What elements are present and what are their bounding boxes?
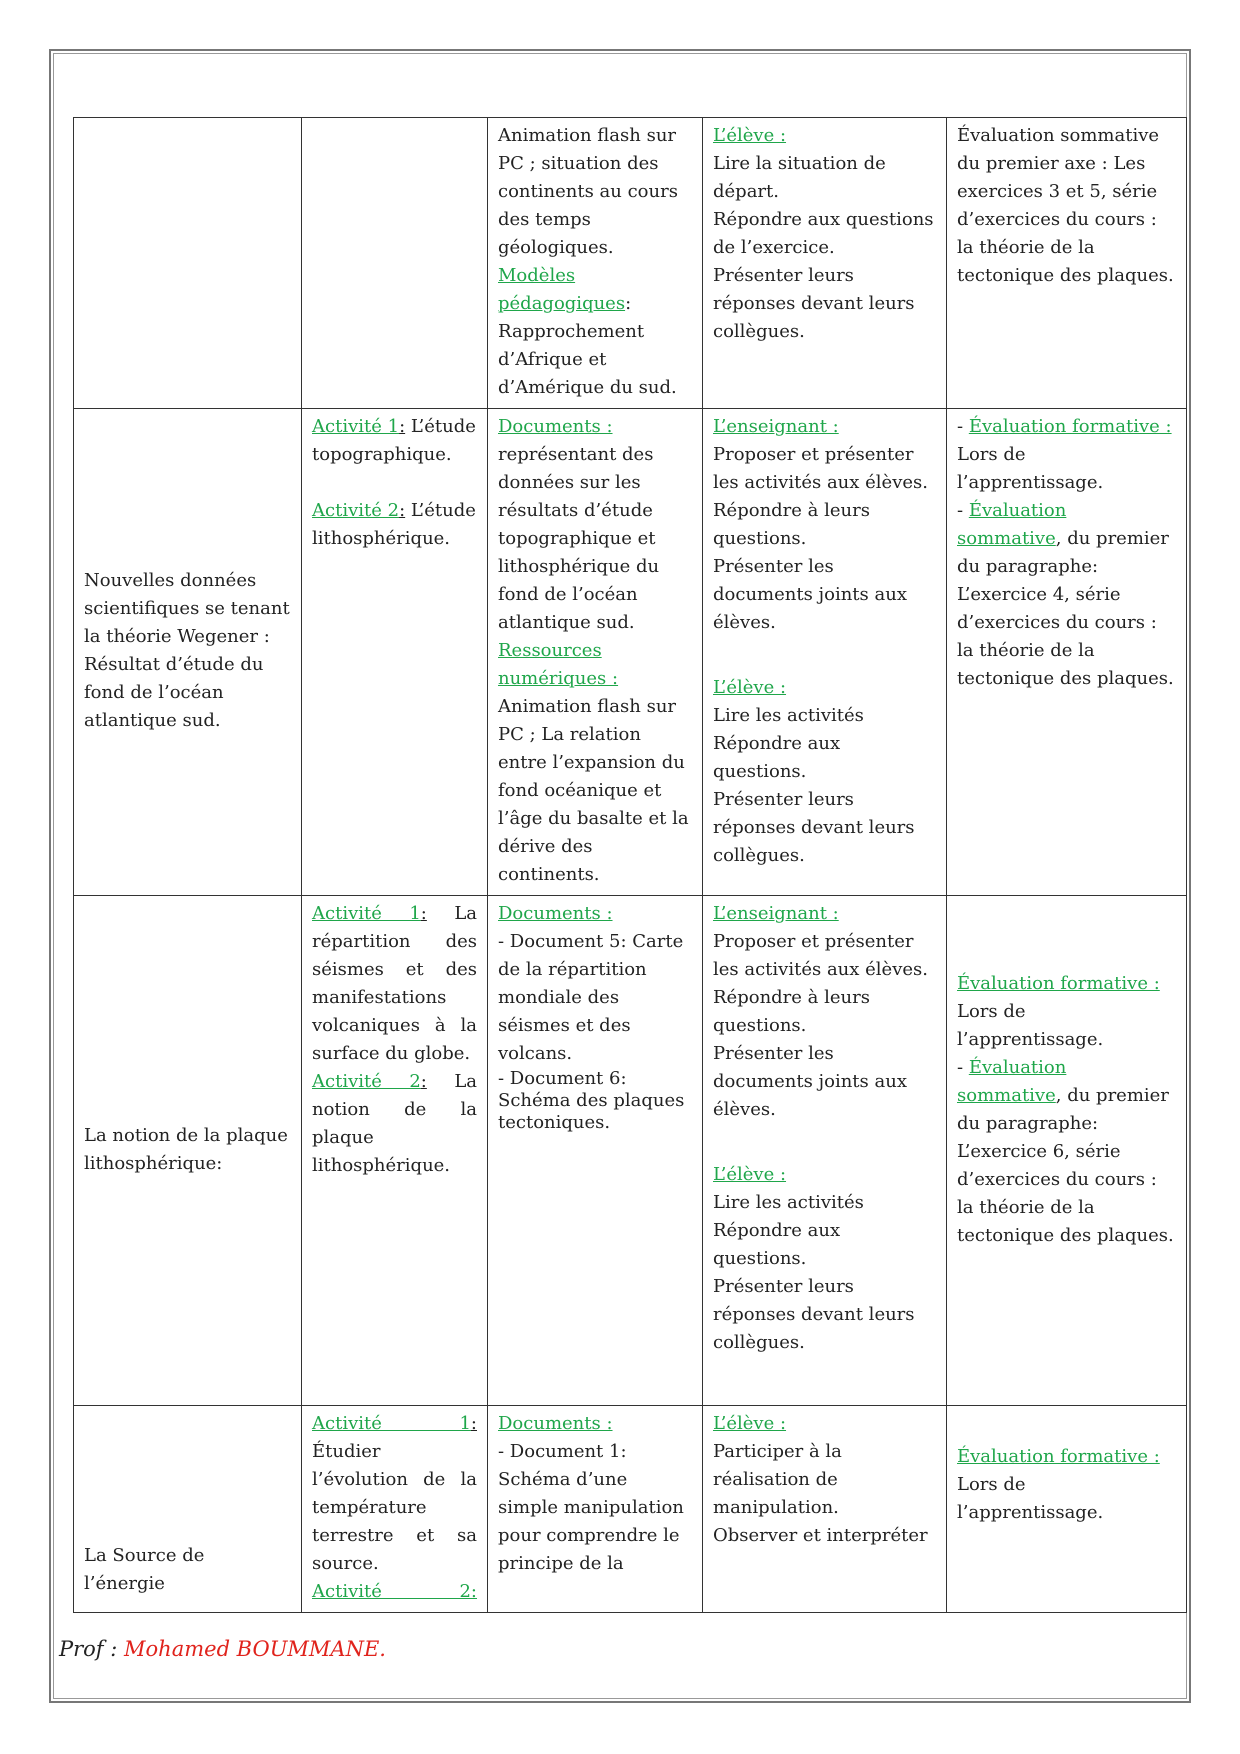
activity-2-label: Activité 2	[312, 1071, 421, 1092]
eleve-line: Lire les activités	[713, 705, 864, 726]
eval-sommative-label: Évaluation sommative	[957, 1057, 1067, 1106]
digital-resources-text: Animation flash sur PC ; La relation entre l’expansion du fond océanique et l’âge du basalte et la dérive des continents.	[498, 696, 689, 885]
activity-2-label: Activité 2	[312, 500, 400, 521]
topic-cell	[74, 118, 302, 409]
eval-sommative-label: Évaluation sommative	[957, 500, 1067, 549]
evaluation-text: Évaluation sommative du premier axe : Les exercices 3 et 5, série d’exercices du cours : la théorie de la tectonique des plaques.	[957, 125, 1174, 286]
activities-cell: Activité 1: L’étude topographique. Activité 2: L’étude lithosphérique.	[302, 409, 488, 896]
activity-1-text: L’étude topographique.	[312, 416, 476, 465]
eleve-line: Répondre aux questions.	[713, 733, 841, 782]
eleve-line: Lire les activités	[713, 1192, 864, 1213]
eleve-line: Participer à la réalisation de manipulation.	[713, 1441, 842, 1518]
document-5: - Document 5: Carte de la répartition mondiale des séismes et des volcans.	[498, 931, 684, 1064]
resources-cell: Animation flash sur PC ; situation des continents au cours des temps géologiques. Modèles pédagogiques: Rapprochement d’Afrique et d’Amérique du sud.	[488, 118, 703, 409]
eleve-line: Présenter leurs réponses devant leurs collègues.	[713, 1276, 915, 1353]
author-signature	[59, 1637, 386, 1661]
eval-formative-label: Évaluation formative :	[957, 973, 1160, 994]
lesson-plan-table	[73, 117, 1187, 1613]
documents-label: Documents :	[498, 416, 613, 437]
eval-sommative-text: , du premier du paragraphe: L’exercice 4, série d’exercices du cours : la théorie de la tectonique des plaques.	[957, 528, 1174, 689]
eleve-label: L’élève :	[713, 677, 787, 698]
eleve-line: Présenter leurs réponses devant leurs collègues.	[713, 265, 915, 342]
teacher-line: Proposer et présenter les activités aux élèves.	[713, 931, 928, 980]
documents-text: représentant des données sur les résultats d’étude topographique et lithosphérique du fond de l’océan atlantique sud.	[498, 444, 660, 633]
evaluation-cell	[947, 118, 1187, 409]
teacher-label: L’enseignant :	[713, 903, 839, 924]
topic-cell	[74, 409, 302, 896]
eleve-line: Observer et interpréter	[713, 1525, 928, 1546]
eleve-label: L’élève :	[713, 1413, 787, 1434]
models-text: Rapprochement d’Afrique et d’Amérique du sud.	[498, 321, 677, 398]
teacher-line: Proposer et présenter les activités aux élèves.	[713, 444, 928, 493]
activity-1-text: Étudier l’évolution de la température terrestre et sa source.	[312, 1441, 477, 1574]
evaluation-cell: - Évaluation formative : Lors de l’apprentissage. - Évaluation sommative, du premier du paragraphe: L’exercice 4, série d’exercices du cours : la théorie de la tectonique des plaques.	[947, 409, 1187, 896]
documents-label: Documents :	[498, 1413, 613, 1434]
activity-1-label: Activité 1	[312, 903, 421, 924]
eleve-line: Répondre aux questions.	[713, 1220, 841, 1269]
eleve-line: Lire la situation de départ.	[713, 153, 886, 202]
models-label: Modèles pédagogiques	[498, 265, 626, 314]
activity-1-label: Activité 1	[312, 416, 400, 437]
teacher-line: Répondre à leurs questions.	[713, 987, 870, 1036]
table-row	[74, 896, 1187, 1406]
evaluation-cell: Évaluation formative : Lors de l’apprentissage. - Évaluation sommative, du premier du paragraphe: L’exercice 6, série d’exercices du cours : la théorie de la tectonique des plaques.	[947, 896, 1187, 1406]
eval-formative-text: Lors de l’apprentissage.	[957, 1001, 1104, 1050]
roles-cell	[703, 118, 947, 409]
eleve-label: L’élève :	[713, 125, 787, 146]
eval-formative-label: Évaluation formative :	[968, 416, 1172, 437]
topic-cell	[74, 896, 302, 1406]
resources-cell	[488, 1406, 703, 1613]
eval-sommative-text: , du premier du paragraphe: L’exercice 6, série d’exercices du cours : la théorie de la tectonique des plaques.	[957, 1085, 1174, 1246]
topic-text: La Source de l’énergie	[84, 1545, 205, 1594]
activities-cell	[302, 118, 488, 409]
teacher-line: Répondre à leurs questions.	[713, 500, 870, 549]
activity-1-label: Activité 1	[312, 1413, 471, 1434]
resources-cell	[488, 896, 703, 1406]
roles-cell	[703, 1406, 947, 1613]
activities-cell: Activité 1: La répartition des séismes et des manifestations volcaniques à la surface du globe. Activité 2: La notion de la plaque lithosphérique.	[302, 896, 488, 1406]
author-name: Mohamed BOUMMANE.	[124, 1637, 386, 1661]
documents-label: Documents :	[498, 903, 613, 924]
eval-formative-label: Évaluation formative :	[957, 1446, 1160, 1467]
eleve-line: Présenter leurs réponses devant leurs collègues.	[713, 789, 915, 866]
document-6: - Document 6: Schéma des plaques tectoniques.	[498, 1068, 685, 1133]
digital-resources-label: Ressources numériques :	[498, 640, 619, 689]
resources-cell	[488, 409, 703, 896]
activity-1-text: La répartition des séismes et des manifestations volcaniques à la surface du globe.	[312, 903, 477, 1064]
table-row	[74, 118, 1187, 409]
topic-text: Nouvelles données scientifiques se tenant la théorie Wegener : Résultat d’étude du fond de l’océan atlantique sud.	[84, 570, 290, 731]
eval-formative-text: Lors de l’apprentissage.	[957, 444, 1104, 493]
topic-text: La notion de la plaque lithosphérique:	[84, 1124, 288, 1174]
eval-formative-text: Lors de l’apprentissage.	[957, 1474, 1104, 1523]
activity-2-label: Activité 2:	[312, 1581, 477, 1602]
evaluation-cell	[947, 1406, 1187, 1613]
teacher-line: Présenter les documents joints aux élèves.	[713, 1043, 907, 1120]
document-1: - Document 1: Schéma d’une simple manipulation pour comprendre le principe de la	[498, 1441, 684, 1574]
roles-cell	[703, 409, 947, 896]
activity-2-text: La notion de la plaque lithosphérique.	[312, 1071, 477, 1176]
table-row	[74, 409, 1187, 896]
teacher-line: Présenter les documents joints aux élèves.	[713, 556, 907, 633]
topic-cell	[74, 1406, 302, 1613]
teacher-label: L’enseignant :	[713, 416, 839, 437]
activity-2-text: L’étude lithosphérique.	[312, 500, 476, 549]
roles-cell	[703, 896, 947, 1406]
author-label: Prof :	[59, 1637, 118, 1661]
activities-cell: Activité 1: Étudier l’évolution de la température terrestre et sa source. Activité 2:	[302, 1406, 488, 1613]
resource-text: Animation flash sur PC ; situation des continents au cours des temps géologiques.	[498, 125, 678, 258]
table-row	[74, 1406, 1187, 1613]
eleve-line: Répondre aux questions de l’exercice.	[713, 209, 934, 258]
eleve-label: L’élève :	[713, 1164, 787, 1185]
